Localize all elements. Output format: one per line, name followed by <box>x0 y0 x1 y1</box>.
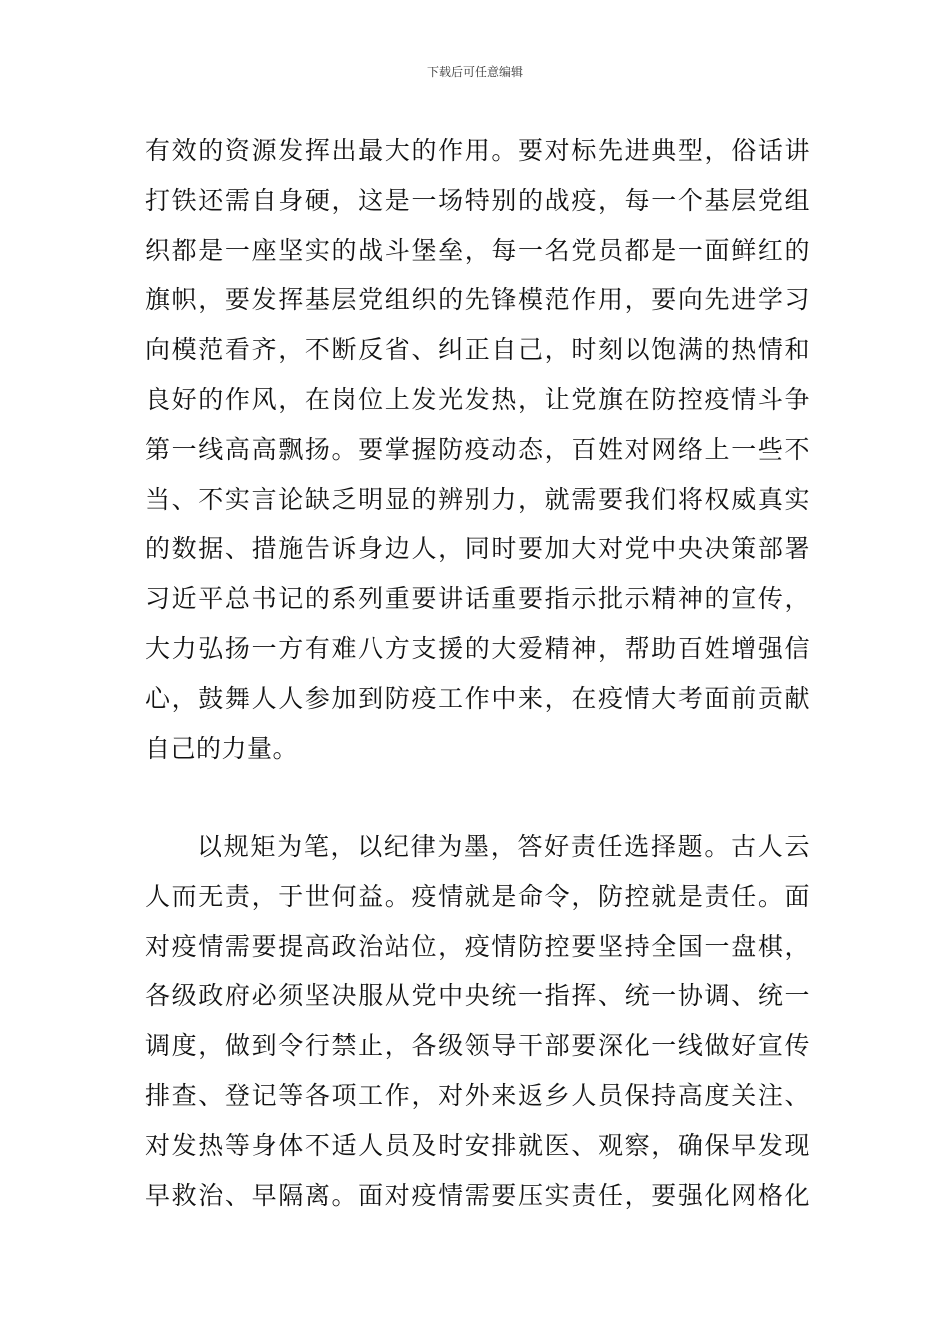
paragraph-1 <box>145 126 810 773</box>
paragraph-2 <box>145 822 810 1220</box>
text-line: 旗帜，要发挥基层党组织的先锋模范作用，要向先进学习 <box>145 285 810 315</box>
text-line: 织都是一座坚实的战斗堡垒，每一名党员都是一面鲜红的 <box>145 235 810 265</box>
text-line: 排查、登记等各项工作，对外来返乡人员保持高度关注、 <box>145 1080 810 1110</box>
text-line: 当、不实言论缺乏明显的辨别力，就需要我们将权威真实 <box>145 484 810 514</box>
text-line: 的数据、措施告诉身边人，同时要加大对党中央决策部署 <box>145 534 810 564</box>
text-line: 大力弘扬一方有难八方支援的大爱精神，帮助百姓增强信 <box>145 633 810 663</box>
text-line: 各级政府必须坚决服从党中央统一指挥、统一协调、统一 <box>145 981 810 1011</box>
text-line: 心，鼓舞人人参加到防疫工作中来，在疫情大考面前贡献 <box>145 683 810 713</box>
text-line: 人而无责，于世何益。疫情就是命令，防控就是责任。面 <box>145 881 810 911</box>
text-line: 对疫情需要提高政治站位，疫情防控要坚持全国一盘棋， <box>145 931 810 961</box>
text-line: 第一线高高飘扬。要掌握防疫动态，百姓对网络上一些不 <box>145 434 810 464</box>
text-line: 自己的力量。 <box>145 733 299 763</box>
text-line: 良好的作风，在岗位上发光发热，让党旗在防控疫情斗争 <box>145 384 810 414</box>
text-line: 早救治、早隔离。面对疫情需要压实责任，要强化网格化 <box>145 1180 810 1210</box>
text-line: 有效的资源发挥出最大的作用。要对标先进典型，俗话讲 <box>145 136 810 165</box>
text-line: 打铁还需自身硬，这是一场特别的战疫，每一个基层党组 <box>145 185 810 215</box>
text-line: 调度，做到令行禁止，各级领导干部要深化一线做好宣传 <box>145 1031 810 1061</box>
text-line: 以规矩为笔，以纪律为墨，答好责任选择题。古人云 <box>197 832 810 861</box>
text-line: 习近平总书记的系列重要讲话重要指示批示精神的宣传， <box>145 584 810 614</box>
text-line: 向模范看齐，不断反省、纠正自己，时刻以饱满的热情和 <box>145 335 810 365</box>
page-header-note: 下载后可任意编辑 <box>426 65 523 79</box>
text-line: 对发热等身体不适人员及时安排就医、观察，确保早发现 <box>145 1130 810 1160</box>
